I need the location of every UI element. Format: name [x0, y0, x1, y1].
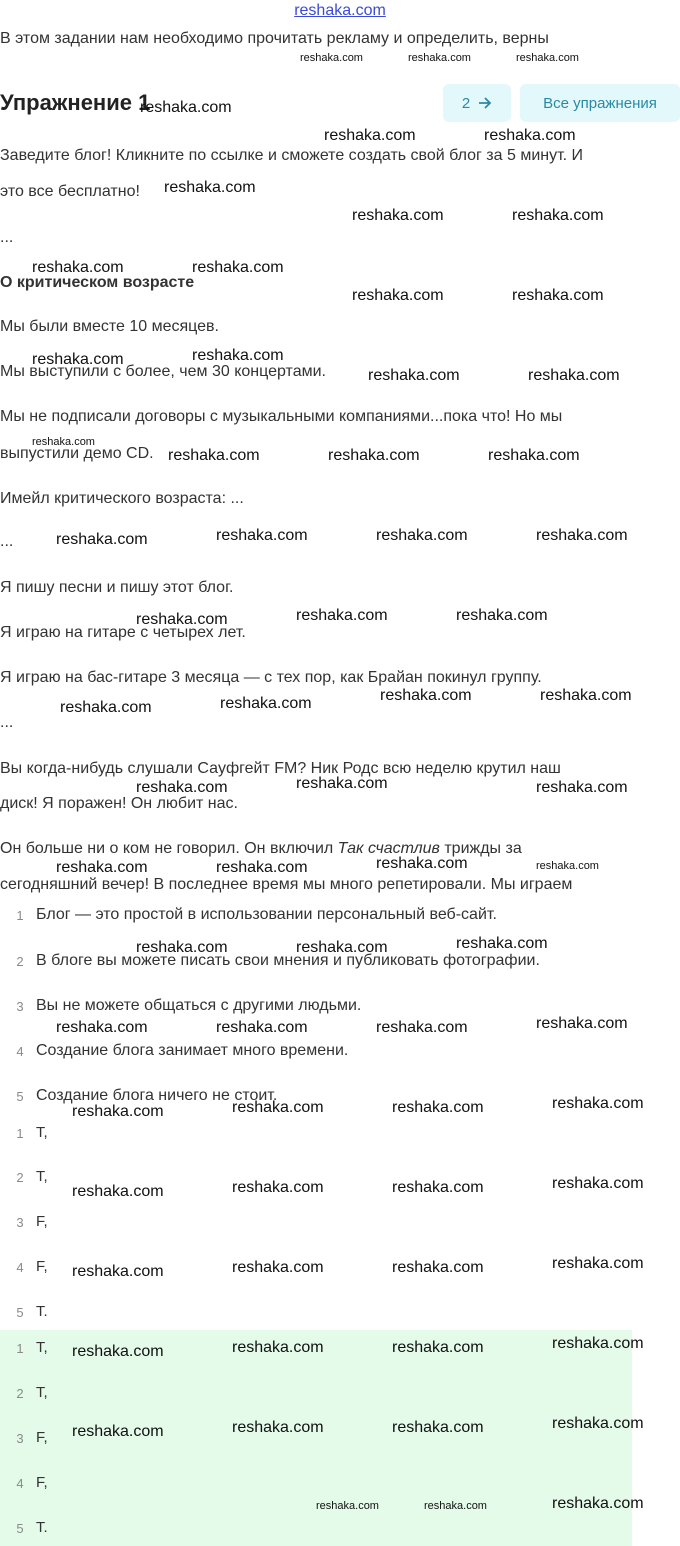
watermark-text: reshaka.com — [528, 367, 620, 384]
song-title: Так счастлив — [337, 840, 440, 857]
watermark-text: reshaka.com — [392, 1419, 484, 1436]
text-paragraph: Я пишу песни и пишу этот блог. — [0, 579, 234, 596]
watermark-text: reshaka.com — [552, 1255, 644, 1272]
watermark-text: reshaka.com — [232, 1099, 324, 1116]
watermark-text: reshaka.com — [192, 259, 284, 276]
watermark-text: reshaka.com — [324, 127, 416, 144]
watermark-text: reshaka.com — [216, 527, 308, 544]
watermark-text: reshaka.com — [168, 447, 260, 464]
watermark-text: reshaka.com — [232, 1339, 324, 1356]
text-paragraph: Мы не подписали договоры с музыкальными компаниями...пока что! Но мы — [0, 408, 563, 425]
watermark-text: reshaka.com — [512, 207, 604, 224]
watermark-text: reshaka.com — [352, 207, 444, 224]
watermark-text: reshaka.com — [484, 127, 576, 144]
answer-number: 1 — [16, 1126, 24, 1141]
statement-text: Создание блога ничего не стоит. — [36, 1087, 278, 1104]
statement-text: Вы не можете общаться с другими людьми. — [36, 997, 362, 1014]
watermark-text: reshaka.com — [424, 1500, 487, 1512]
text-paragraph: Я играю на бас-гитаре 3 месяца — с тех пор, как Брайан покинул группу. — [0, 669, 542, 686]
watermark-text: reshaka.com — [232, 1179, 324, 1196]
watermark-text: reshaka.com — [296, 607, 388, 624]
watermark-text: reshaka.com — [220, 695, 312, 712]
next-exercise-label: 2 — [461, 94, 471, 112]
watermark-text: reshaka.com — [56, 859, 148, 876]
watermark-text: reshaka.com — [72, 1183, 164, 1200]
text-ellipsis: ... — [0, 714, 14, 731]
watermark-text: reshaka.com — [136, 779, 228, 796]
text-paragraph: выпустили демо CD. — [0, 445, 154, 462]
intro-text: В этом задании нам необходимо прочитать рекламу и определить, верны — [0, 30, 549, 47]
text-paragraph: Мы выступили с более, чем 30 концертами. — [0, 363, 326, 380]
watermark-text: reshaka.com — [408, 52, 471, 64]
statement-number: 4 — [16, 1044, 24, 1059]
watermark-text: reshaka.com — [392, 1099, 484, 1116]
answer-text: T, — [36, 1339, 48, 1356]
text-paragraph: Имейл критического возраста: ... — [0, 490, 244, 507]
site-header — [0, 0, 680, 26]
answer-number: 4 — [16, 1260, 24, 1275]
watermark-text: reshaka.com — [536, 1015, 628, 1032]
watermark-text: reshaka.com — [296, 939, 388, 956]
watermark-text: reshaka.com — [392, 1259, 484, 1276]
watermark-text: reshaka.com — [456, 607, 548, 624]
watermark-text: reshaka.com — [392, 1339, 484, 1356]
text-segment: Он больше ни о ком не говорил. Он включил — [0, 840, 338, 857]
watermark-text: reshaka.com — [552, 1495, 644, 1512]
statement-number: 2 — [16, 954, 24, 969]
watermark-text: reshaka.com — [536, 779, 628, 796]
arrow-right-icon — [478, 97, 492, 109]
answer-text: F, — [36, 1258, 48, 1275]
watermark-text: reshaka.com — [392, 1179, 484, 1196]
watermark-text: reshaka.com — [296, 775, 388, 792]
answer-text: T. — [36, 1303, 48, 1320]
all-exercises-label: Все упражнения — [543, 94, 657, 112]
watermark-text: reshaka.com — [216, 1019, 308, 1036]
watermark-text: reshaka.com — [552, 1415, 644, 1432]
answer-number: 2 — [16, 1170, 24, 1185]
watermark-text: reshaka.com — [456, 935, 548, 952]
answer-text: T, — [36, 1124, 48, 1141]
statement-text: Блог — это простой в использовании персональный веб-сайт. — [36, 906, 497, 923]
watermark-text: reshaka.com — [32, 436, 95, 448]
all-exercises-button[interactable] — [520, 84, 680, 122]
answer-number: 2 — [16, 1386, 24, 1401]
answer-number: 4 — [16, 1476, 24, 1491]
text-paragraph: Я играю на гитаре с четырех лет. — [0, 624, 246, 641]
watermark-text: reshaka.com — [72, 1343, 164, 1360]
answer-number: 1 — [16, 1341, 24, 1356]
statement-text: В блоге вы можете писать свои мнения и публиковать фотографии. — [36, 952, 540, 969]
text-paragraph: Мы были вместе 10 месяцев. — [0, 318, 219, 335]
watermark-text: reshaka.com — [72, 1263, 164, 1280]
text-ellipsis: ... — [0, 533, 14, 550]
watermark-text: reshaka.com — [192, 347, 284, 364]
answer-number: 5 — [16, 1305, 24, 1320]
watermark-text: reshaka.com — [32, 351, 124, 368]
watermark-text: reshaka.com — [488, 447, 580, 464]
watermark-text: reshaka.com — [376, 855, 468, 872]
answer-text: T, — [36, 1168, 48, 1185]
watermark-text: reshaka.com — [56, 1019, 148, 1036]
text-paragraph: это все бесплатно! — [0, 183, 140, 200]
answer-text: T, — [36, 1384, 48, 1401]
watermark-text: reshaka.com — [216, 859, 308, 876]
watermark-text: reshaka.com — [164, 179, 256, 196]
watermark-text: reshaka.com — [232, 1259, 324, 1276]
watermark-text: reshaka.com — [540, 687, 632, 704]
text-segment: трижды за — [439, 840, 522, 857]
watermark-text: reshaka.com — [368, 367, 460, 384]
watermark-text: reshaka.com — [512, 287, 604, 304]
statement-number: 5 — [16, 1089, 24, 1104]
text-paragraph: Вы когда-нибудь слушали Саyфгейт FM? Ник Родс всю неделю крутил наш — [0, 760, 561, 777]
text-paragraph: диск! Я поражен! Он любит нас. — [0, 795, 238, 812]
watermark-text: reshaka.com — [552, 1095, 644, 1112]
text-heading: О критическом возрасте — [0, 274, 195, 291]
watermark-text: reshaka.com — [72, 1103, 164, 1120]
watermark-text: reshaka.com — [328, 447, 420, 464]
watermark-text: reshaka.com — [32, 259, 124, 276]
watermark-text: reshaka.com — [376, 1019, 468, 1036]
watermark-text: reshaka.com — [56, 531, 148, 548]
text-paragraph: Заведите блог! Кликните по ссылке и сможете создать свой блог за 5 минут. И — [0, 147, 584, 164]
next-exercise-button[interactable] — [443, 84, 511, 122]
watermark-text: reshaka.com — [376, 527, 468, 544]
watermark-text: reshaka.com — [552, 1335, 644, 1352]
answer-number: 5 — [16, 1521, 24, 1536]
watermark-text: reshaka.com — [136, 611, 228, 628]
watermark-text: reshaka.com — [60, 699, 152, 716]
answer-text: F, — [36, 1429, 48, 1446]
watermark-text: reshaka.com — [352, 287, 444, 304]
watermark-text: reshaka.com — [72, 1423, 164, 1440]
statement-number: 3 — [16, 999, 24, 1014]
watermark-text: reshaka.com — [140, 99, 232, 116]
statement-number: 1 — [16, 908, 24, 923]
text-paragraph: сегодняшний вечер! В последнее время мы много репетировали. Мы играем — [0, 876, 573, 893]
statement-text: Создание блога занимает много времени. — [36, 1042, 349, 1059]
watermark-text: reshaka.com — [516, 52, 579, 64]
answer-number: 3 — [16, 1431, 24, 1446]
watermark-text: reshaka.com — [232, 1419, 324, 1436]
exercise-title: Упражнение 1 — [0, 90, 151, 115]
watermark-text: reshaka.com — [380, 687, 472, 704]
watermark-text: reshaka.com — [300, 52, 363, 64]
text-ellipsis: ... — [0, 229, 14, 246]
answer-text: T. — [36, 1519, 48, 1536]
watermark-text: reshaka.com — [316, 1500, 379, 1512]
watermark-text: reshaka.com — [136, 939, 228, 956]
site-logo[interactable]: reshaka.com — [294, 2, 386, 19]
answer-text: F, — [36, 1213, 48, 1230]
answer-number: 3 — [16, 1215, 24, 1230]
watermark-text: reshaka.com — [536, 527, 628, 544]
answer-text: F, — [36, 1474, 48, 1491]
watermark-text: reshaka.com — [536, 860, 599, 872]
watermark-text: reshaka.com — [552, 1175, 644, 1192]
